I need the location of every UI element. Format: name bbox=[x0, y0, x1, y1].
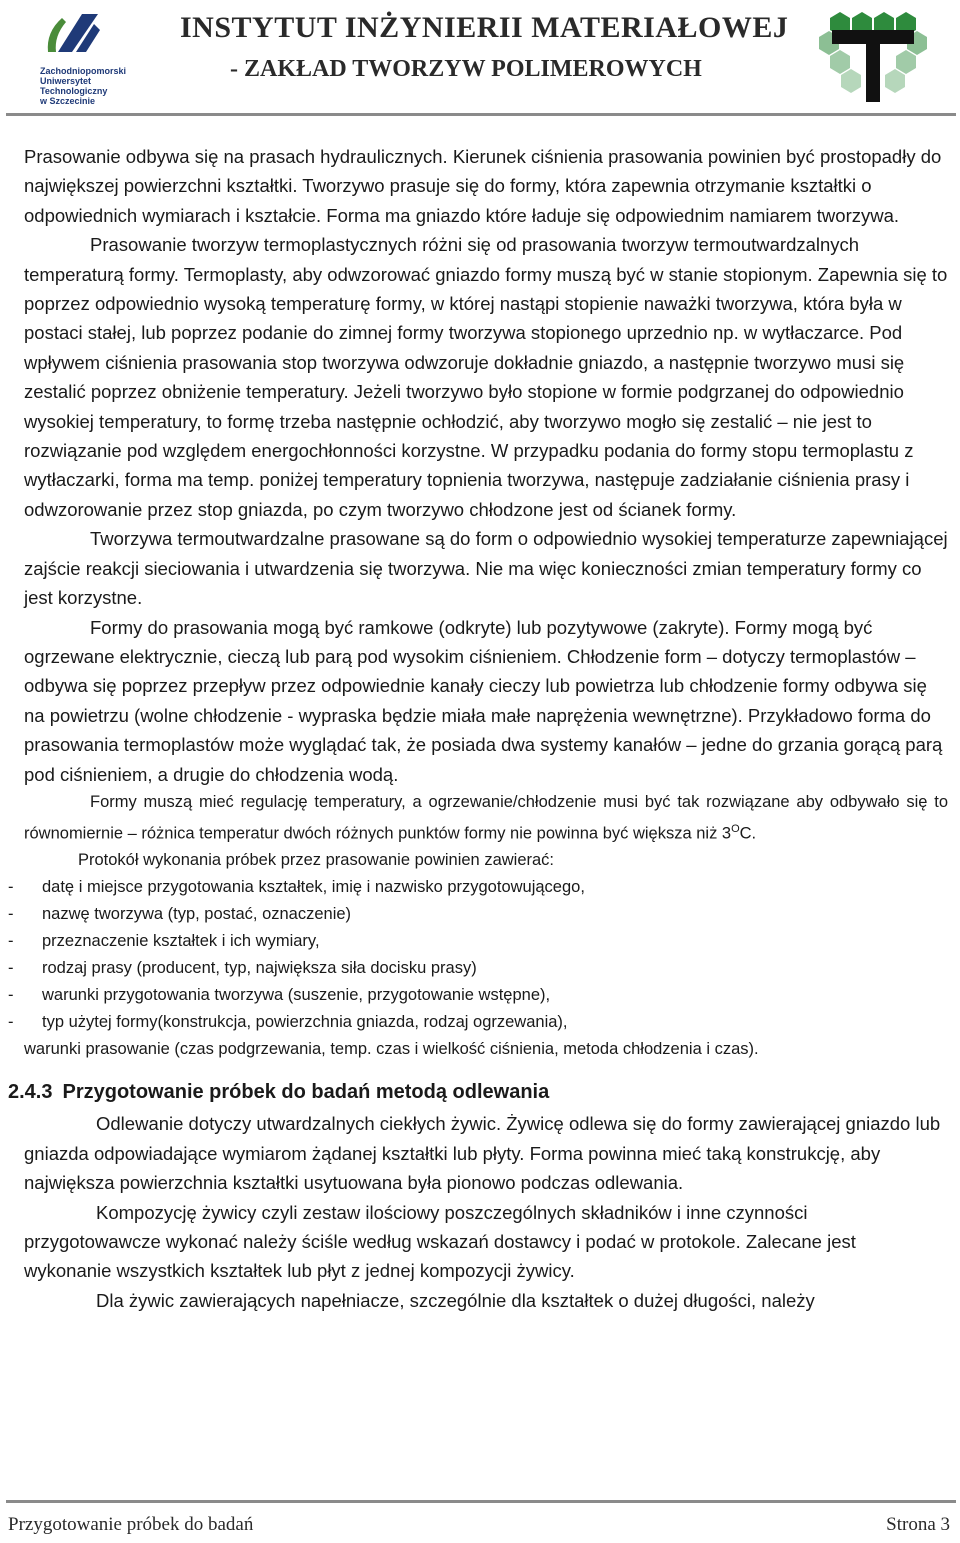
section-title: Przygotowanie próbek do badań metodą odlewania bbox=[62, 1081, 550, 1104]
university-name bbox=[40, 66, 126, 106]
list-dash: - bbox=[8, 932, 14, 951]
paragraph: Prasowanie odbywa się na prasach hydraulicznych. Kierunek ciśnienia prasowania powinien być prostopadły do największej powierzchni kształtki. Tworzywo prasuje się do formy, która zapewnia otrzymanie kształtki o odpowiednich wymiarach i kształcie. Forma ma gniazdo które ładuje się odpowiednim namiarem tworzywa. bbox=[24, 146, 942, 226]
footer-divider bbox=[6, 1500, 956, 1503]
university-line: Uniwersytet bbox=[40, 76, 92, 86]
list-dash: - bbox=[8, 959, 14, 978]
university-emblem-icon bbox=[42, 8, 102, 60]
paragraph: Kompozycję żywicy czyli zestaw ilościowy poszczególnych składników i inne czynności przygotowawcze wykonać należy ściśle według wskazań dostawcy i podać w protokole. Zalecane jest wykonanie wszystkich kształtek lub płyt z jednej kompozycji żywicy. bbox=[24, 1201, 856, 1282]
temperature-note-text: Formy muszą mieć regulację temperatury, a ogrzewanie/chłodzenie musi być tak rozwiązane aby odbywało się to równomiernie – różnica temperatur dwóch różnych punktów formy nie powinna być większa niż 3 bbox=[24, 792, 948, 843]
list-item bbox=[8, 1009, 932, 1036]
document-body bbox=[8, 142, 948, 1315]
list-dash: - bbox=[8, 986, 14, 1005]
protocol-intro: Protokół wykonania próbek przez prasowanie powinien zawierać: bbox=[78, 851, 555, 870]
list-dash: - bbox=[8, 878, 14, 897]
list-dash: - bbox=[8, 905, 14, 924]
paragraph: Tworzywa termoutwardzalne prasowane są do form o odpowiednio wysokiej temperaturze zapewniającej zajście reakcji sieciowania i utwardzenia się tworzywa. Nie ma więc konieczności zmian temperatury formy co jest korzystne. bbox=[24, 528, 948, 609]
list-item bbox=[8, 982, 932, 1009]
institute-name: INSTYTUT INŻYNIERII MATERIAŁOWEJ bbox=[180, 11, 789, 44]
paragraph: Odlewanie dotyczy utwardzalnych ciekłych żywic. Żywicę odlewa się do formy zawierającej gniazdo lub gniazda odpowiadające wymiarom żądanej kształtki lub płyty. Forma powinna mieć taką konstrukcję, aby największa powierzchnia kształtki usytuowana była pionowo podczas odlewania. bbox=[24, 1113, 941, 1194]
protocol-closing: warunki prasowanie (czas podgrzewania, temp. czas i wielkość ciśnienia, metoda chłodzenia i czas). bbox=[24, 1040, 759, 1059]
list-item bbox=[8, 874, 932, 901]
footer-title: Przygotowanie próbek do badań bbox=[8, 1514, 254, 1535]
list-item-text: przeznaczenie kształtek i ich wymiary, bbox=[42, 932, 320, 951]
page-header bbox=[0, 0, 960, 112]
list-item-text: nazwę tworzywa (typ, postać, oznaczenie) bbox=[42, 905, 352, 924]
temperature-unit: C. bbox=[739, 824, 757, 843]
paragraph: Prasowanie tworzyw termoplastycznych różni się od prasowania tworzyw termoutwardzalnych temperaturą formy. Termoplasty, aby odwzorować gniazdo formy muszą być w stanie stopionym. Zapewnia się to poprzez odpowiednio wysoką temperaturę formy, w której nastąpi stopienie naważki tworzywa, która była w postaci stałej, lub poprzez podanie do zimnej formy tworzywa stopionego uprzednio np. w wytłaczarce. Pod wpływem ciśnienia prasowania stop tworzywa odwzoruje dokładnie gniazdo, a następnie tworzywo musi się zestalić poprzez obniżenie temperatury. Jeżeli tworzywo było stopione w formie podgrzanej do odpowiednio wysokiej temperatury, to formę trzeba następnie ochłodzić, aby tworzywo mogło się zestalić – nie jest to rozwiązanie pod względem energochłonności korzystne. W przypadku podania do formy stopu termoplastu z wytłaczarki, forma ma temp. poniżej temperatury topnienia tworzywa, następuje zadziałanie ciśnienia prasy i odwzorowanie przez stop gniazda, po czym tworzywo chłodzone jest od ścianek formy. bbox=[24, 234, 948, 520]
institute-title bbox=[180, 8, 800, 86]
list-item-text: warunki przygotowania tworzywa (suszenie, przygotowanie wstępne), bbox=[42, 986, 551, 1005]
list-item-text: datę i miejsce przygotowania kształtek, imię i nazwisko przygotowującego, bbox=[42, 878, 585, 897]
temperature-note bbox=[24, 789, 948, 875]
list-item bbox=[8, 955, 932, 982]
list-item-text: typ użytej formy(konstrukcja, powierzchnia gniazda, rodzaj ogrzewania), bbox=[42, 1013, 568, 1032]
section-heading bbox=[8, 1077, 948, 1107]
section-number: 2.4.3 bbox=[8, 1081, 53, 1104]
list-dash: - bbox=[8, 1013, 14, 1032]
university-line: Technologiczny bbox=[40, 86, 108, 96]
list-item bbox=[8, 928, 932, 955]
paragraph: Dla żywic zawierających napełniacze, szczególnie dla kształtek o dużej długości, należy bbox=[96, 1289, 815, 1311]
university-logo bbox=[38, 8, 138, 108]
page-number: Strona 3 bbox=[886, 1514, 950, 1535]
list-item-text: rodzaj prasy (producent, typ, największa siła docisku prasy) bbox=[42, 959, 477, 978]
department-logo-icon bbox=[810, 10, 930, 105]
paragraph: Formy do prasowania mogą być ramkowe (odkryte) lub pozytywowe (zakryte). Formy mogą być ogrzewane elektrycznie, cieczą lub parą pod wysokim ciśnieniem. Chłodzenie form – dotyczy termoplastów – odbywa się poprzez przepływ przez odpowiednie kanały cieczy lub powietrza lub chłodzenie formy odbywa się na powietrzu (wolne chłodzenie - wypraska będzie miała małe naprężenia wewnętrzne). Przykładowo forma do prasowania termoplastów może wyglądać tak, że posiada dwa systemy kanałów – jedne do grzania gorącą parą pod ciśnieniem, a drugie do chłodzenia wodą. bbox=[24, 616, 943, 785]
header-divider bbox=[6, 113, 956, 116]
university-line: Zachodniopomorski bbox=[40, 66, 127, 76]
university-line: w Szczecinie bbox=[40, 96, 96, 106]
paragraph bbox=[24, 789, 948, 848]
list-item bbox=[8, 901, 932, 928]
protocol-list bbox=[8, 874, 932, 1036]
department-name: - ZAKŁAD TWORZYW POLIMEROWYCH bbox=[230, 56, 702, 82]
degree-sign: O bbox=[731, 822, 740, 835]
